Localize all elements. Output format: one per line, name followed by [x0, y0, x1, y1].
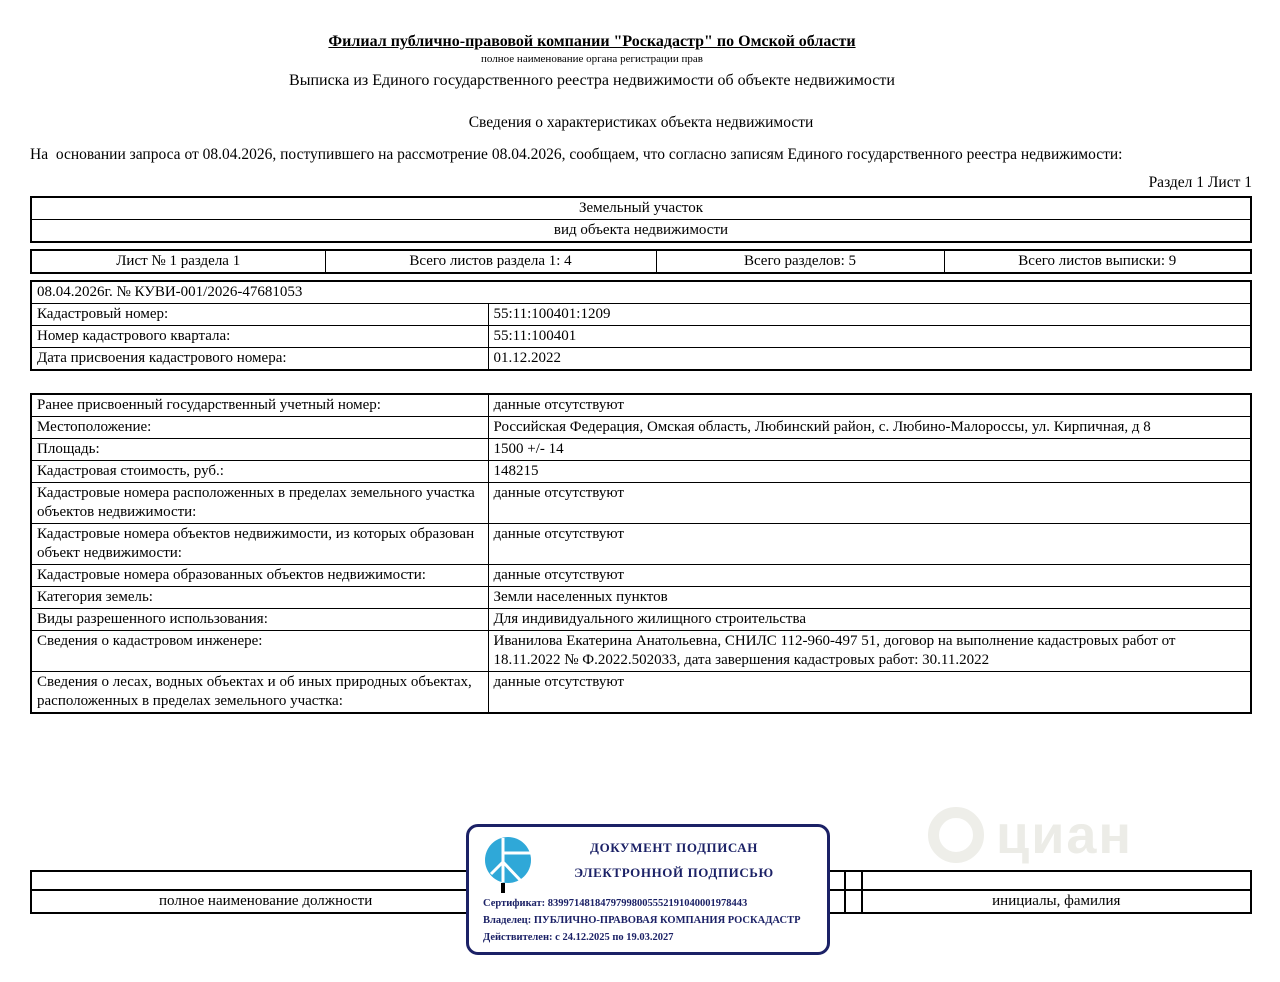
stamp-info — [483, 896, 815, 945]
document-header — [30, 32, 1154, 91]
table-row — [31, 524, 1251, 565]
cian-logo-icon — [928, 807, 984, 863]
section-sheets-total-cell: Всего листов раздела 1: 4 — [325, 250, 656, 273]
sheets-info-table — [30, 249, 1252, 274]
table-row — [31, 483, 1251, 524]
stamp-certificate-line — [483, 896, 815, 911]
object-type-table — [30, 196, 1252, 243]
digital-signature-stamp — [466, 824, 830, 955]
stamp-owner-line — [483, 913, 815, 928]
table-row — [31, 587, 1251, 609]
table-row — [31, 326, 1251, 348]
watermark-text: циан — [996, 805, 1134, 865]
request-basis-line: На основании запроса от 08.04.2026, поступившего на рассмотрение 08.04.2026, сообщаем, что согласно записям Единого государственного реестра недвижимости: — [30, 146, 1123, 163]
row-label: Номер кадастрового квартала: — [31, 326, 488, 348]
stamp-title-line1: ДОКУМЕНТ ПОДПИСАН — [590, 840, 758, 855]
row-label: Площадь: — [31, 439, 488, 461]
row-value: данные отсутствуют — [488, 483, 1251, 524]
roskadastr-logo-icon — [483, 836, 533, 894]
table-row — [31, 461, 1251, 483]
row-label: Сведения о кадастровом инженере: — [31, 631, 488, 672]
position-signature-cell — [31, 871, 500, 890]
row-value: данные отсутствуют — [488, 524, 1251, 565]
stamp-header — [483, 835, 815, 894]
table-row — [31, 672, 1251, 714]
table-row — [31, 609, 1251, 631]
row-label: Кадастровые номера объектов недвижимости, из которых образован объект недвижимости: — [31, 524, 488, 565]
document-title: Выписка из Единого государственного реестра недвижимости об объекте недвижимости — [289, 72, 895, 89]
position-caption: полное наименование должности — [31, 890, 500, 913]
table-row — [31, 439, 1251, 461]
sections-total-cell: Всего разделов: 5 — [656, 250, 944, 273]
owner-label: Владелец: — [483, 915, 532, 926]
registration-org-caption: полное наименование органа регистрации прав — [481, 53, 703, 65]
owner-value: ПУБЛИЧНО-ПРАВОВАЯ КОМПАНИЯ РОСКАДАСТР — [533, 915, 801, 926]
sheet-number-cell: Лист № 1 раздела 1 — [31, 250, 325, 273]
row-label: Кадастровые номера образованных объектов недвижимости: — [31, 565, 488, 587]
table-row — [31, 565, 1251, 587]
certificate-label: Сертификат: — [483, 898, 546, 909]
row-label: Дата присвоения кадастрового номера: — [31, 348, 488, 371]
table-row — [31, 631, 1251, 672]
extract-sheets-total-cell: Всего листов выписки: 9 — [944, 250, 1251, 273]
details-table — [30, 393, 1252, 714]
table-row — [31, 250, 1251, 273]
row-value: данные отсутствуют — [488, 672, 1251, 714]
name-caption: инициалы, фамилия — [862, 890, 1251, 913]
row-label: Ранее присвоенный государственный учетный номер: — [31, 394, 488, 417]
row-label: Сведения о лесах, водных объектах и об иных природных объектах, расположенных в пределах земельного участка: — [31, 672, 488, 714]
section-sheet-label: Раздел 1 Лист 1 — [1148, 174, 1252, 191]
spacer-cell — [845, 890, 862, 913]
validity-value: с 24.12.2025 по 19.03.2027 — [555, 932, 674, 943]
row-label: Кадастровая стоимость, руб.: — [31, 461, 488, 483]
row-label: Местоположение: — [31, 417, 488, 439]
row-label: Виды разрешенного использования: — [31, 609, 488, 631]
table-row — [31, 220, 1251, 243]
table-row — [31, 197, 1251, 220]
table-row — [31, 417, 1251, 439]
row-label: Категория земель: — [31, 587, 488, 609]
table-row — [31, 281, 1251, 304]
request-number: 08.04.2026г. № КУВИ-001/2026-47681053 — [31, 281, 1251, 304]
table-row — [31, 348, 1251, 371]
row-value: 55:11:100401:1209 — [488, 304, 1251, 326]
row-value: 01.12.2022 — [488, 348, 1251, 371]
stamp-validity-line — [483, 930, 815, 945]
spacer-cell — [845, 871, 862, 890]
row-value: данные отсутствуют — [488, 565, 1251, 587]
row-value: Земли населенных пунктов — [488, 587, 1251, 609]
row-value: 148215 — [488, 461, 1251, 483]
row-value: 55:11:100401 — [488, 326, 1251, 348]
section-title: Сведения о характеристиках объекта недвижимости — [468, 114, 814, 131]
row-label: Кадастровые номера расположенных в пределах земельного участка объектов недвижимости: — [31, 483, 488, 524]
stamp-titles — [533, 835, 815, 881]
request-info-table — [30, 280, 1252, 371]
certificate-value: 83997148184797998005552191040001978443 — [547, 898, 748, 909]
row-value: Российская Федерация, Омская область, Любинский район, с. Любино-Малороссы, ул. Кирпичная, д 8 — [488, 417, 1251, 439]
row-value: Иванилова Екатерина Анатольевна, СНИЛС 112-960-497 51, договор на выполнение кадастровых работ от 18.11.2022 № Ф.2022.502033, дата завершения кадастровых работ: 30.11.2022 — [488, 631, 1251, 672]
name-signature-cell — [862, 871, 1251, 890]
row-value: 1500 +/- 14 — [488, 439, 1251, 461]
object-type-caption: вид объекта недвижимости — [31, 220, 1251, 243]
table-row — [31, 304, 1251, 326]
row-value: данные отсутствуют — [488, 394, 1251, 417]
row-value: Для индивидуального жилищного строительства — [488, 609, 1251, 631]
registration-org-name: Филиал публично-правовой компании "Роскадастр" по Омской области — [328, 33, 856, 50]
stamp-title-line2: ЭЛЕКТРОННОЙ ПОДПИСЬЮ — [574, 865, 774, 880]
table-row — [31, 394, 1251, 417]
row-label: Кадастровый номер: — [31, 304, 488, 326]
object-type-value: Земельный участок — [31, 197, 1251, 220]
validity-label: Действителен: — [483, 932, 553, 943]
cian-watermark — [928, 804, 1133, 866]
